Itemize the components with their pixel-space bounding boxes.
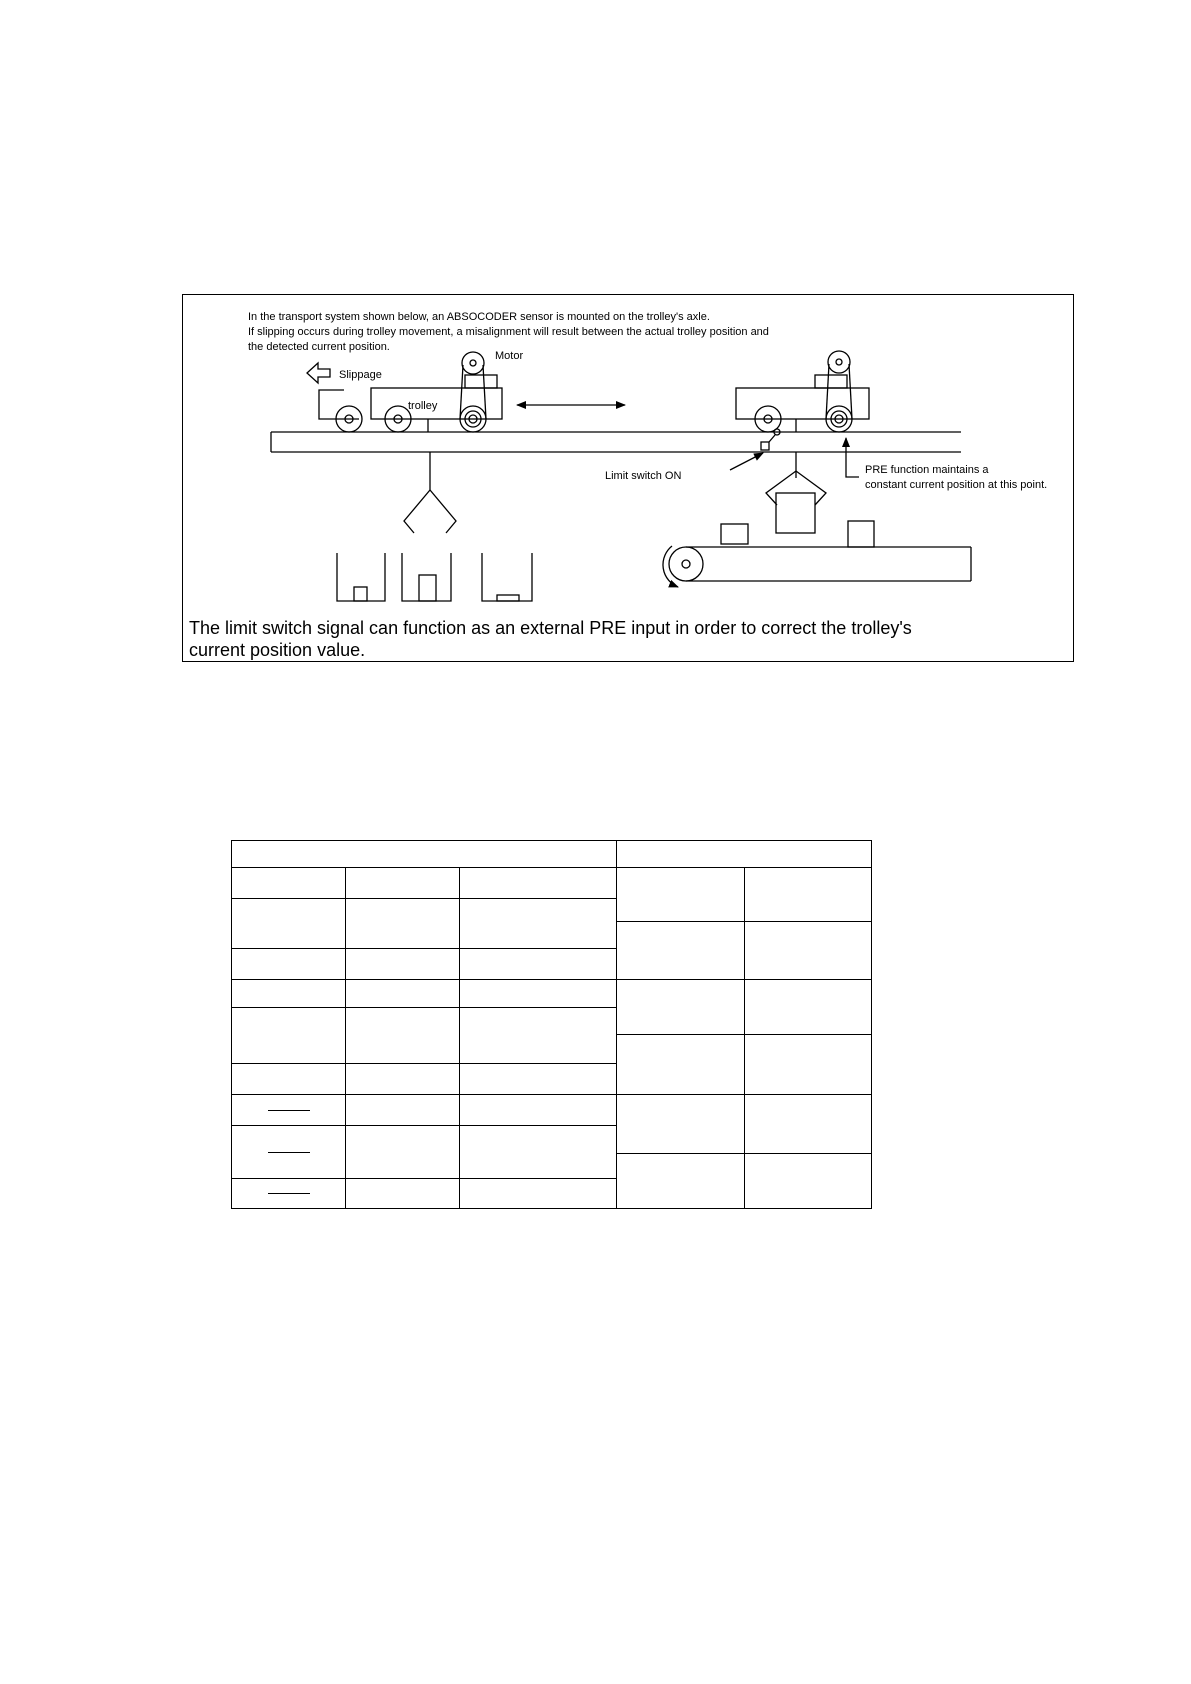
intro-line-3: the detected current position. [248,341,390,353]
slippage-arrow-icon [307,363,330,383]
dash-mark [268,1110,310,1111]
table-cell [745,868,872,922]
table-cell [232,1126,346,1179]
dash-mark [268,1193,310,1194]
table-cell [460,949,617,980]
table-cell [346,1179,460,1209]
table-cell [460,899,617,949]
table-cell [232,1008,346,1064]
table-cell [617,1154,745,1209]
table-cell [346,868,460,899]
table-row [232,1095,872,1126]
table-cell [232,868,346,899]
table-cell [617,868,745,922]
table-cell [232,899,346,949]
caption-line-2: current position value. [189,640,366,660]
intro-line-1: In the transport system shown below, an ABSOCODER sensor is mounted on the trolley's axle. [248,311,710,323]
table-cell [346,1095,460,1126]
table-cell [745,922,872,980]
table-cell [346,1064,460,1095]
limit-switch-label: Limit switch ON [605,470,682,482]
conveyor [663,521,971,587]
right-gripper [766,452,826,533]
figure-box [182,294,1074,662]
table-cell [745,980,872,1035]
table-cell [460,1179,617,1209]
caption-line-1: The limit switch signal can function as an external PRE input in order to correct the trolley's [189,618,912,638]
right-motor [826,351,852,432]
table-cell [460,1008,617,1064]
right-trolley [736,375,869,432]
rail [271,432,961,452]
motor-label: Motor [495,350,524,362]
limit-switch-arrow-icon [730,453,763,470]
table-cell [617,1035,745,1095]
table-cell [232,1179,346,1209]
table-row [232,841,872,868]
table-cell [460,980,617,1008]
table-cell [346,980,460,1008]
left-motor [460,352,486,432]
table-cell [460,1064,617,1095]
pre-indicator-arrow-icon [846,438,859,477]
table-cell [617,1095,745,1154]
table-cell [745,1154,872,1209]
table-cell [346,1126,460,1179]
table-cell [232,949,346,980]
table-cell [460,1126,617,1179]
empty-grid-table [231,840,872,1209]
intro-line-2: If slipping occurs during trolley movement, a misalignment will result between the actual trolley position and [248,326,769,338]
table-row [232,980,872,1008]
table-cell [617,922,745,980]
transport-system-diagram [183,295,1075,663]
table-cell [232,1064,346,1095]
trolley-label: trolley [408,400,438,412]
table-cell [232,841,617,868]
table-cell [617,841,872,868]
table-row [232,868,872,899]
table-cell [232,1095,346,1126]
table-cell [346,899,460,949]
table-cell [460,1095,617,1126]
table-cell [460,868,617,899]
table-cell [232,980,346,1008]
table-cell [346,949,460,980]
table-cell [745,1035,872,1095]
table-cell [346,1008,460,1064]
dash-mark [268,1152,310,1153]
figure-caption [189,617,989,661]
slippage-label: Slippage [339,369,382,381]
pre-label-line-2: constant current position at this point. [865,479,1048,491]
left-gripper [404,452,456,533]
table-cell [617,980,745,1035]
pre-label-line-1: PRE function maintains a [865,464,989,476]
bins [337,553,532,601]
table-cell [745,1095,872,1154]
